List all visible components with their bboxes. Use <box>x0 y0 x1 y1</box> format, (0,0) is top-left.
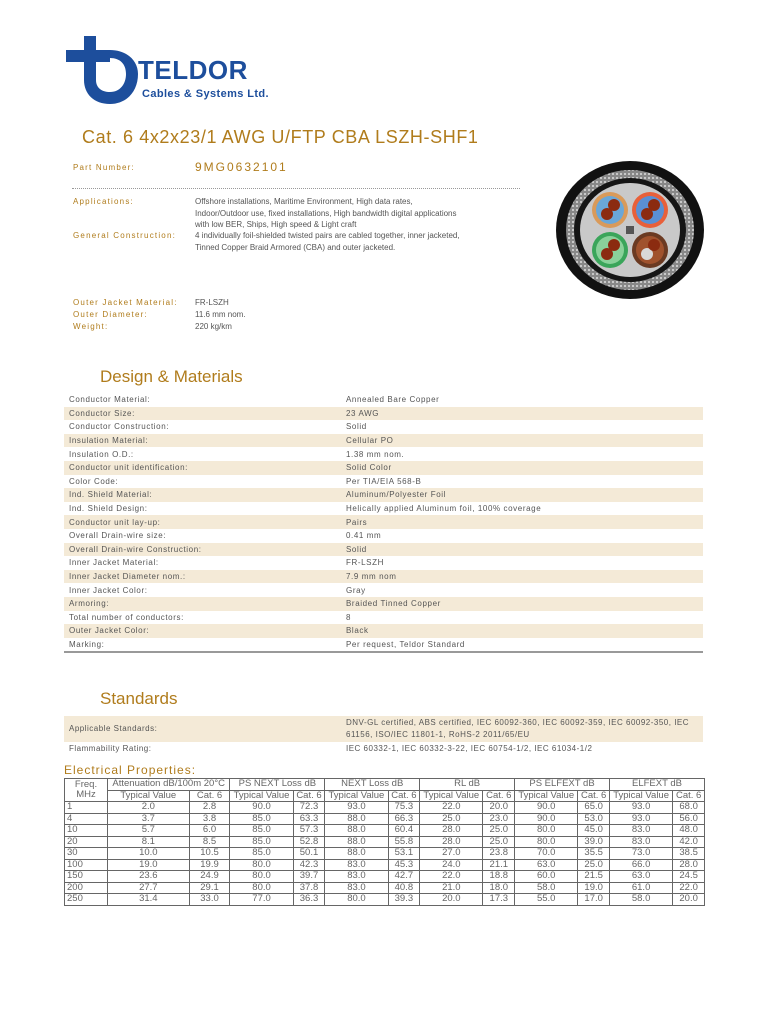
outer-jacket-material-value: FR-LSZH <box>195 298 229 307</box>
value-cell: 24.5 <box>673 871 705 883</box>
property-value: Cellular PO <box>341 434 703 448</box>
cat6-header: Cat. 6 <box>673 790 705 802</box>
value-cell: 88.0 <box>325 848 388 860</box>
table-row <box>65 882 705 894</box>
value-cell: 65.0 <box>578 802 610 814</box>
value-cell: 83.0 <box>325 859 388 871</box>
value-cell: 80.0 <box>515 836 578 848</box>
value-cell: 6.0 <box>189 825 230 837</box>
table-header-row <box>65 779 705 791</box>
value-cell: 22.0 <box>673 882 705 894</box>
table-row <box>64 502 703 516</box>
outer-diameter-value: 11.6 mm nom. <box>195 310 246 319</box>
value-cell: 20.0 <box>420 894 483 906</box>
value-cell: 22.0 <box>420 802 483 814</box>
value-cell: 8.1 <box>108 836 190 848</box>
cat6-header: Cat. 6 <box>293 790 325 802</box>
value-cell: 21.1 <box>483 859 515 871</box>
value-cell: 93.0 <box>609 802 672 814</box>
property-label: Overall Drain-wire Construction: <box>64 543 341 557</box>
property-label: Ind. Shield Design: <box>69 504 148 514</box>
attenuation-header: Attenuation dB/100m 20°C <box>108 779 230 791</box>
table-row <box>64 488 703 502</box>
value-cell: 66.3 <box>388 813 420 825</box>
freq-cell: 4 <box>65 813 108 825</box>
table-row <box>64 529 703 543</box>
table-row <box>64 420 703 434</box>
value-cell: 10.0 <box>108 848 190 860</box>
value-cell: 25.0 <box>420 813 483 825</box>
value-cell: 24.9 <box>189 871 230 883</box>
cat6-header: Cat. 6 <box>189 790 230 802</box>
property-value: Per request, Teldor Standard <box>341 638 703 653</box>
value-cell: 58.0 <box>515 882 578 894</box>
value-cell: 23.0 <box>483 813 515 825</box>
value-cell: 33.0 <box>189 894 230 906</box>
value-cell: 18.0 <box>483 882 515 894</box>
table-row <box>64 597 703 611</box>
typical-value-header: Typical Value <box>230 790 293 802</box>
freq-cell: 100 <box>65 859 108 871</box>
value-cell: 53.1 <box>388 848 420 860</box>
design-materials-table <box>64 393 703 653</box>
property-value: Per TIA/EIA 568-B <box>346 476 422 486</box>
value-cell: 28.0 <box>673 859 705 871</box>
design-materials-heading: Design & Materials <box>100 367 243 386</box>
value-cell: 37.8 <box>293 882 325 894</box>
property-label: Marking: <box>64 638 341 653</box>
value-cell: 66.0 <box>609 859 672 871</box>
value-cell: 17.3 <box>483 894 515 906</box>
value-cell: 20.0 <box>483 802 515 814</box>
value-cell: 29.1 <box>189 882 230 894</box>
applications-line: with low BER, Ships, High speed & Light craft <box>195 220 357 229</box>
value-cell: 2.8 <box>189 802 230 814</box>
property-label: Conductor Material: <box>69 395 151 405</box>
value-cell: 53.0 <box>578 813 610 825</box>
value-cell: 83.0 <box>325 882 388 894</box>
value-cell: 25.0 <box>483 825 515 837</box>
standards-heading: Standards <box>100 689 178 708</box>
value-cell: 25.0 <box>483 836 515 848</box>
property-label: Inner Jacket Diameter nom.: <box>64 570 341 584</box>
value-cell: 75.3 <box>388 802 420 814</box>
applications-value <box>195 196 525 231</box>
property-value: Annealed Bare Copper <box>346 395 440 405</box>
property-label: Inner Jacket Material: <box>69 558 159 568</box>
value-cell: 42.3 <box>293 859 325 871</box>
property-label: Insulation Material: <box>64 434 341 448</box>
property-value: 8 <box>346 612 352 622</box>
cat6-header: Cat. 6 <box>578 790 610 802</box>
table-row <box>64 716 703 742</box>
value-cell: 3.8 <box>189 813 230 825</box>
property-label: Outer Jacket Color: <box>64 624 341 638</box>
property-value: Solid <box>341 543 703 557</box>
value-cell: 31.4 <box>108 894 190 906</box>
table-row <box>65 836 705 848</box>
value-cell: 80.0 <box>230 871 293 883</box>
table-row <box>65 871 705 883</box>
table-row <box>64 638 703 653</box>
property-value: Solid <box>346 422 367 432</box>
property-value: Helically applied Aluminum foil, 100% coverage <box>346 504 542 514</box>
value-cell: 17.0 <box>578 894 610 906</box>
ps-elfext-header: PS ELFEXT dB <box>515 779 610 791</box>
table-row <box>65 813 705 825</box>
value-cell: 2.0 <box>108 802 190 814</box>
property-label: Inner Jacket Color: <box>69 585 148 595</box>
table-row <box>64 461 703 475</box>
property-value: 1.38 mm nom. <box>346 449 405 459</box>
table-row <box>64 407 703 421</box>
table-row <box>64 742 703 756</box>
freq-cell: 1 <box>65 802 108 814</box>
value-cell: 63.0 <box>515 859 578 871</box>
freq-cell: 150 <box>65 871 108 883</box>
freq-cell: 250 <box>65 894 108 906</box>
divider <box>72 188 520 189</box>
table-row <box>64 434 703 448</box>
standards-table <box>64 716 703 756</box>
value-cell: 80.0 <box>230 882 293 894</box>
table-row <box>65 802 705 814</box>
part-number-value: 9MG0632101 <box>195 160 288 174</box>
value-cell: 24.0 <box>420 859 483 871</box>
value-cell: 56.0 <box>673 813 705 825</box>
general-construction-label: General Construction: <box>73 231 177 240</box>
general-construction-value <box>195 230 525 253</box>
value-cell: 35.5 <box>578 848 610 860</box>
table-row <box>64 475 703 489</box>
value-cell: 28.0 <box>420 836 483 848</box>
property-value: Black <box>341 624 703 638</box>
value-cell: 58.0 <box>609 894 672 906</box>
property-value: 0.41 mm <box>346 531 382 541</box>
cable-cross-section-icon <box>555 160 705 300</box>
value-cell: 85.0 <box>230 813 293 825</box>
value-cell: 83.0 <box>609 836 672 848</box>
table-row <box>64 570 703 584</box>
value-cell: 23.6 <box>108 871 190 883</box>
typical-value-header: Typical Value <box>515 790 578 802</box>
cat6-header: Cat. 6 <box>388 790 420 802</box>
brand-name: TELDOR <box>138 55 248 85</box>
value-cell: 39.0 <box>578 836 610 848</box>
electrical-properties-heading: Electrical Properties: <box>64 763 197 777</box>
table-row <box>64 624 703 638</box>
table-row <box>64 393 703 407</box>
value-cell: 40.8 <box>388 882 420 894</box>
value-cell: 25.0 <box>578 859 610 871</box>
value-cell: 22.0 <box>420 871 483 883</box>
value-cell: 20.0 <box>673 894 705 906</box>
value-cell: 93.0 <box>609 813 672 825</box>
freq-cell: 200 <box>65 882 108 894</box>
typical-value-header: Typical Value <box>325 790 388 802</box>
value-cell: 77.0 <box>230 894 293 906</box>
rl-header: RL dB <box>420 779 515 791</box>
value-cell: 27.7 <box>108 882 190 894</box>
table-row <box>65 894 705 906</box>
value-cell: 3.7 <box>108 813 190 825</box>
table-row <box>64 556 703 570</box>
property-value: Aluminum/Polyester Foil <box>341 488 703 502</box>
value-cell: 63.3 <box>293 813 325 825</box>
table-row <box>64 515 703 529</box>
product-title: Cat. 6 4x2x23/1 AWG U/FTP CBA LSZH-SHF1 <box>82 127 479 147</box>
property-value: Gray <box>346 585 366 595</box>
typical-value-header: Typical Value <box>420 790 483 802</box>
part-number-label: Part Number: <box>73 163 135 172</box>
value-cell: 45.3 <box>388 859 420 871</box>
table-row <box>65 848 705 860</box>
typical-value-header: Typical Value <box>609 790 672 802</box>
value-cell: 28.0 <box>420 825 483 837</box>
property-label: Conductor Size: <box>64 407 341 421</box>
property-value: Pairs <box>341 515 703 529</box>
value-cell: 83.0 <box>609 825 672 837</box>
table-row <box>64 543 703 557</box>
value-cell: 80.0 <box>230 859 293 871</box>
property-label: Ind. Shield Material: <box>64 488 341 502</box>
value-cell: 93.0 <box>325 802 388 814</box>
value-cell: 23.8 <box>483 848 515 860</box>
value-cell: 73.0 <box>609 848 672 860</box>
freq-cell: 30 <box>65 848 108 860</box>
value-cell: 90.0 <box>515 813 578 825</box>
value-cell: 72.3 <box>293 802 325 814</box>
outer-diameter-label: Outer Diameter: <box>73 310 148 319</box>
flammability-label: Flammability Rating: <box>69 744 152 753</box>
value-cell: 39.7 <box>293 871 325 883</box>
value-cell: 21.0 <box>420 882 483 894</box>
value-cell: 68.0 <box>673 802 705 814</box>
applications-line: Indoor/Outdoor use, fixed installations, High bandwidth digital applications <box>195 208 457 218</box>
value-cell: 8.5 <box>189 836 230 848</box>
applications-line: Offshore installations, Maritime Environment, High data rates, <box>195 197 413 206</box>
value-cell: 21.5 <box>578 871 610 883</box>
value-cell: 39.3 <box>388 894 420 906</box>
value-cell: 60.0 <box>515 871 578 883</box>
property-value: Braided Tinned Copper <box>341 597 703 611</box>
value-cell: 80.0 <box>325 894 388 906</box>
table-row <box>65 859 705 871</box>
value-cell: 19.9 <box>189 859 230 871</box>
weight-label: Weight: <box>73 322 109 331</box>
value-cell: 45.0 <box>578 825 610 837</box>
value-cell: 60.4 <box>388 825 420 837</box>
freq-cell: 20 <box>65 836 108 848</box>
value-cell: 90.0 <box>515 802 578 814</box>
property-value: 7.9 mm nom <box>341 570 703 584</box>
property-value: Solid Color <box>341 461 703 475</box>
property-label: Insulation O.D.: <box>69 449 134 459</box>
property-label: Overall Drain-wire size: <box>69 531 167 541</box>
table-row <box>64 611 703 625</box>
value-cell: 88.0 <box>325 836 388 848</box>
value-cell: 85.0 <box>230 825 293 837</box>
property-label: Color Code: <box>69 476 119 486</box>
value-cell: 18.8 <box>483 871 515 883</box>
value-cell: 50.1 <box>293 848 325 860</box>
table-row <box>64 447 703 461</box>
value-cell: 52.8 <box>293 836 325 848</box>
property-label: Total number of conductors: <box>69 612 184 622</box>
weight-value: 220 kg/km <box>195 322 232 331</box>
typical-value-header: Typical Value <box>108 790 190 802</box>
property-label: Conductor unit lay-up: <box>64 515 341 529</box>
table-row <box>65 825 705 837</box>
ps-next-header: PS NEXT Loss dB <box>230 779 325 791</box>
property-value: 23 AWG <box>341 407 703 421</box>
value-cell: 10.5 <box>189 848 230 860</box>
electrical-properties-table <box>64 778 705 906</box>
value-cell: 63.0 <box>609 871 672 883</box>
value-cell: 38.5 <box>673 848 705 860</box>
value-cell: 70.0 <box>515 848 578 860</box>
value-cell: 88.0 <box>325 813 388 825</box>
value-cell: 90.0 <box>230 802 293 814</box>
construction-line: Tinned Copper Braid Armored (CBA) and outer jacketed. <box>195 242 396 252</box>
next-header: NEXT Loss dB <box>325 779 420 791</box>
value-cell: 88.0 <box>325 825 388 837</box>
value-cell: 83.0 <box>325 871 388 883</box>
value-cell: 36.3 <box>293 894 325 906</box>
elfext-header: ELFEXT dB <box>609 779 704 791</box>
construction-line: 4 individually foil-shielded twisted pairs are cabled together, inner jacketed, <box>195 231 460 240</box>
value-cell: 55.0 <box>515 894 578 906</box>
property-label: Armoring: <box>64 597 341 611</box>
value-cell: 85.0 <box>230 848 293 860</box>
value-cell: 42.0 <box>673 836 705 848</box>
value-cell: 19.0 <box>108 859 190 871</box>
value-cell: 5.7 <box>108 825 190 837</box>
property-value: FR-LSZH <box>346 558 384 568</box>
table-subheader-row <box>65 790 705 802</box>
value-cell: 61.0 <box>609 882 672 894</box>
value-cell: 55.8 <box>388 836 420 848</box>
value-cell: 57.3 <box>293 825 325 837</box>
flammability-value: IEC 60332-1, IEC 60332-3-22, IEC 60754-1/2, IEC 61034-1/2 <box>346 744 593 753</box>
value-cell: 85.0 <box>230 836 293 848</box>
value-cell: 19.0 <box>578 882 610 894</box>
applications-label: Applications: <box>73 197 134 206</box>
value-cell: 80.0 <box>515 825 578 837</box>
brand-subtitle: Cables & Systems Ltd. <box>142 88 269 100</box>
property-label: Conductor Construction: <box>69 422 170 432</box>
standards-value: DNV-GL certified, ABS certified, IEC 60092-360, IEC 60092-359, IEC 60092-350, IEC 61156, ISO/IEC 11801-1, RoHS-2 2011/65/EU <box>341 716 703 742</box>
value-cell: 48.0 <box>673 825 705 837</box>
outer-jacket-material-label: Outer Jacket Material: <box>73 298 178 307</box>
value-cell: 27.0 <box>420 848 483 860</box>
table-row <box>64 583 703 597</box>
value-cell: 42.7 <box>388 871 420 883</box>
standards-label: Applicable Standards: <box>64 716 341 742</box>
freq-cell: 10 <box>65 825 108 837</box>
cat6-header: Cat. 6 <box>483 790 515 802</box>
freq-header: Freq. MHz <box>65 779 108 802</box>
property-label: Conductor unit identification: <box>64 461 341 475</box>
